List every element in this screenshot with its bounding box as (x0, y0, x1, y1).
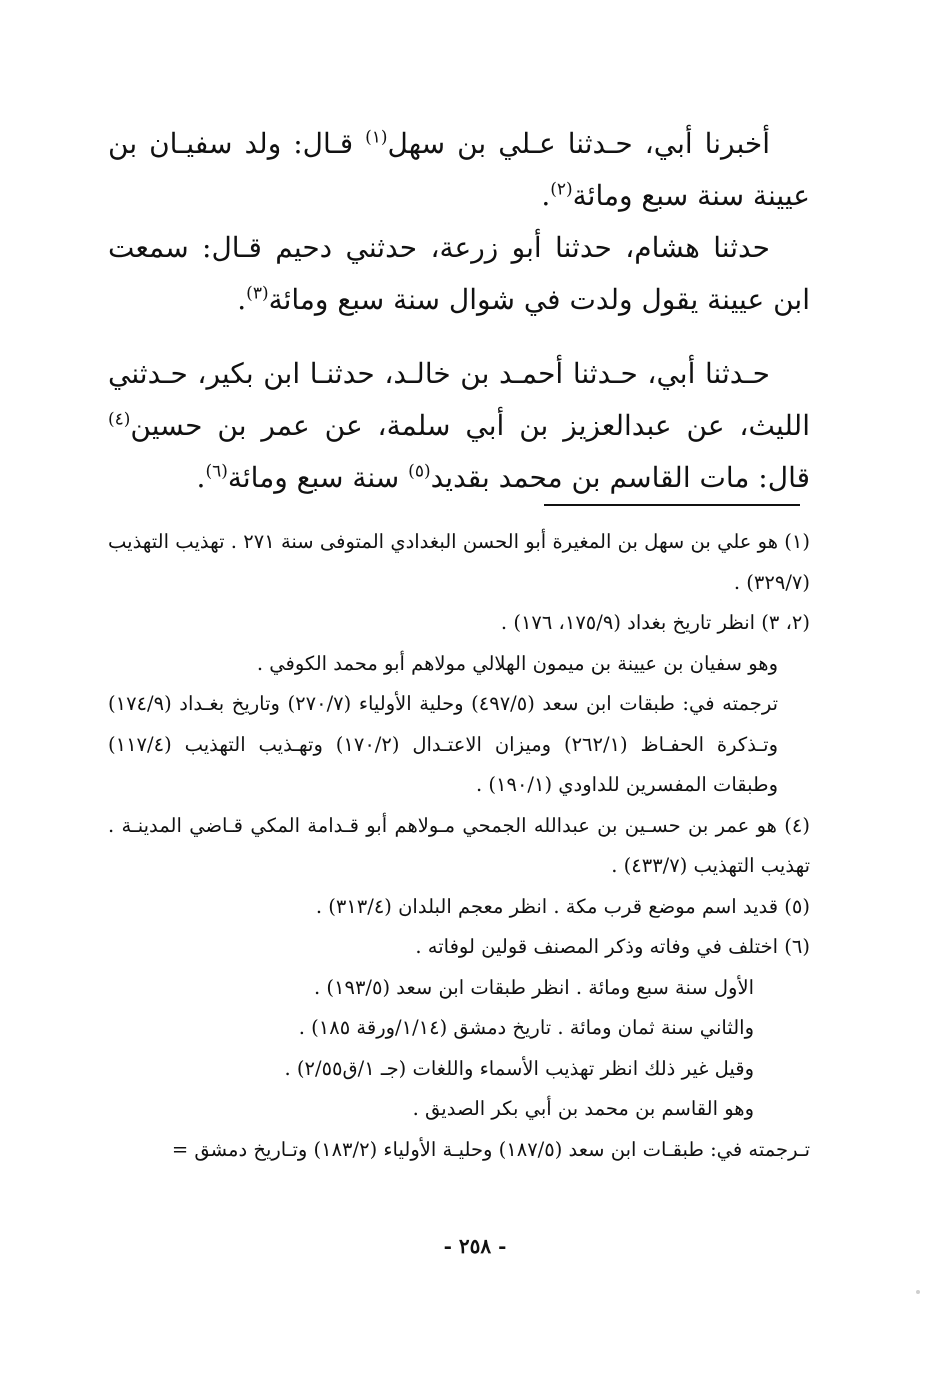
footnote-6-first: الأول سنة سبع ومائة . انظر طبقات ابن سعد (١٩٣/٥) . (313, 975, 754, 999)
footnote-5: (٥) قديد اسم موضع قرب مكة . انظر معجم البلدان (٣١٣/٤) . (315, 894, 810, 918)
footnote-6-other: وقيل غير ذلك انظر تهذيب الأسماء واللغات (جـ ١/ق٢/٥٥) . (284, 1056, 754, 1080)
footnote-4: (٤) هو عمر بن حسـين بن عبدالله الجمحي مـولاهم أبو قـدامة المكي قـاضي المدينـة . تهذيب التهذيب (٤٣٣/٧) . (108, 813, 810, 877)
footnote-6-second: والثاني سنة ثمان ومائة . تاريخ دمشق (١/١٤/ورقة ١٨٥) . (298, 1016, 754, 1039)
text-run: . (196, 461, 206, 494)
footnote-ref-3[interactable]: (٣) (246, 283, 269, 304)
footnote-2-3-bio: وهو سفيان بن عيينة بن ميمون الهلالي مولاهم أبو محمد الكوفي . (256, 651, 778, 675)
paragraph-2 (108, 222, 810, 326)
text-run: . (541, 179, 551, 212)
paragraph-1 (108, 118, 810, 222)
text-run: حدثنا هشام، حدثنا أبو زرعة، حدثني دحيم قـال: سمعت ابن عيينة يقول ولدت في شوال سنة سبع ومائة (108, 231, 810, 316)
scan-speck (916, 1290, 920, 1294)
footnote-6: (٦) اختلف في وفاته وذكر المصنف قولين لوفاته . (415, 935, 810, 958)
footnote-2-3-sources: ترجمته في: طبقات ابن سعد (٤٩٧/٥) وحلية الأولياء (٢٧٠/٧) وتاريخ بغـداد (١٧٤/٩) وتـذكرة الحفـاظ (٢٦٢/١) وميزان الاعتـدال (١٧٠/٢) وتهـذيب التهذيب (١١٧/٤) وطبقات المفسرين للداودي (١٩٠/١) . (108, 692, 779, 796)
text-run: قـال: ولد سفيـان بن عيينة سنة سبع ومائة (108, 127, 810, 212)
text-run: قال: مات القاسم بن محمد بقديد (430, 461, 810, 494)
text-run: . (237, 283, 247, 316)
footnotes (108, 522, 810, 1170)
footnote-divider (544, 504, 800, 506)
main-text (108, 118, 810, 504)
text-run: أخبرنا أبي، حـدثنا عـلي بن سهل (387, 127, 770, 160)
footnote-2-3: (٢، ٣) انظر تاريخ بغداد (١٧٥/٩، ١٧٦) . (500, 611, 810, 634)
footnote-ref-1[interactable]: (١) (365, 127, 388, 148)
footnote-ref-2[interactable]: (٢) (550, 179, 573, 200)
footnote-ref-4[interactable]: (٤) (108, 409, 131, 430)
footnote-ref-5[interactable]: (٥) (408, 461, 431, 482)
footnote-1: (١) هو علي بن سهل بن المغيرة أبو الحسن البغدادي المتوفى سنة ٢٧١ . تهذيب التهذيب (٣٢٩/٧) . (108, 530, 810, 594)
footnote-6-bio: وهو القاسم بن محمد بن أبي بكر الصديق . (412, 1097, 754, 1120)
page-number: - ٢٥٨ - (443, 1234, 507, 1258)
text-run: حـدثنا أبي، حـدثنا أحمـد بن خالـد، حدثنـا ابن بكير، حـدثني الليث، عن عبدالعزيز بن أبي سلمة، عن عمر بن حسين (108, 357, 810, 442)
footnote-ref-6[interactable]: (٦) (205, 461, 228, 482)
footnote-6-sources: تـرجمته في: طبقـات ابن سعد (١٨٧/٥) وحليـة الأولياء (١٨٣/٢) وتـاريخ دمشق = (171, 1137, 810, 1161)
text-run: سنة سبع ومائة (227, 461, 409, 494)
paragraph-3 (108, 348, 810, 504)
